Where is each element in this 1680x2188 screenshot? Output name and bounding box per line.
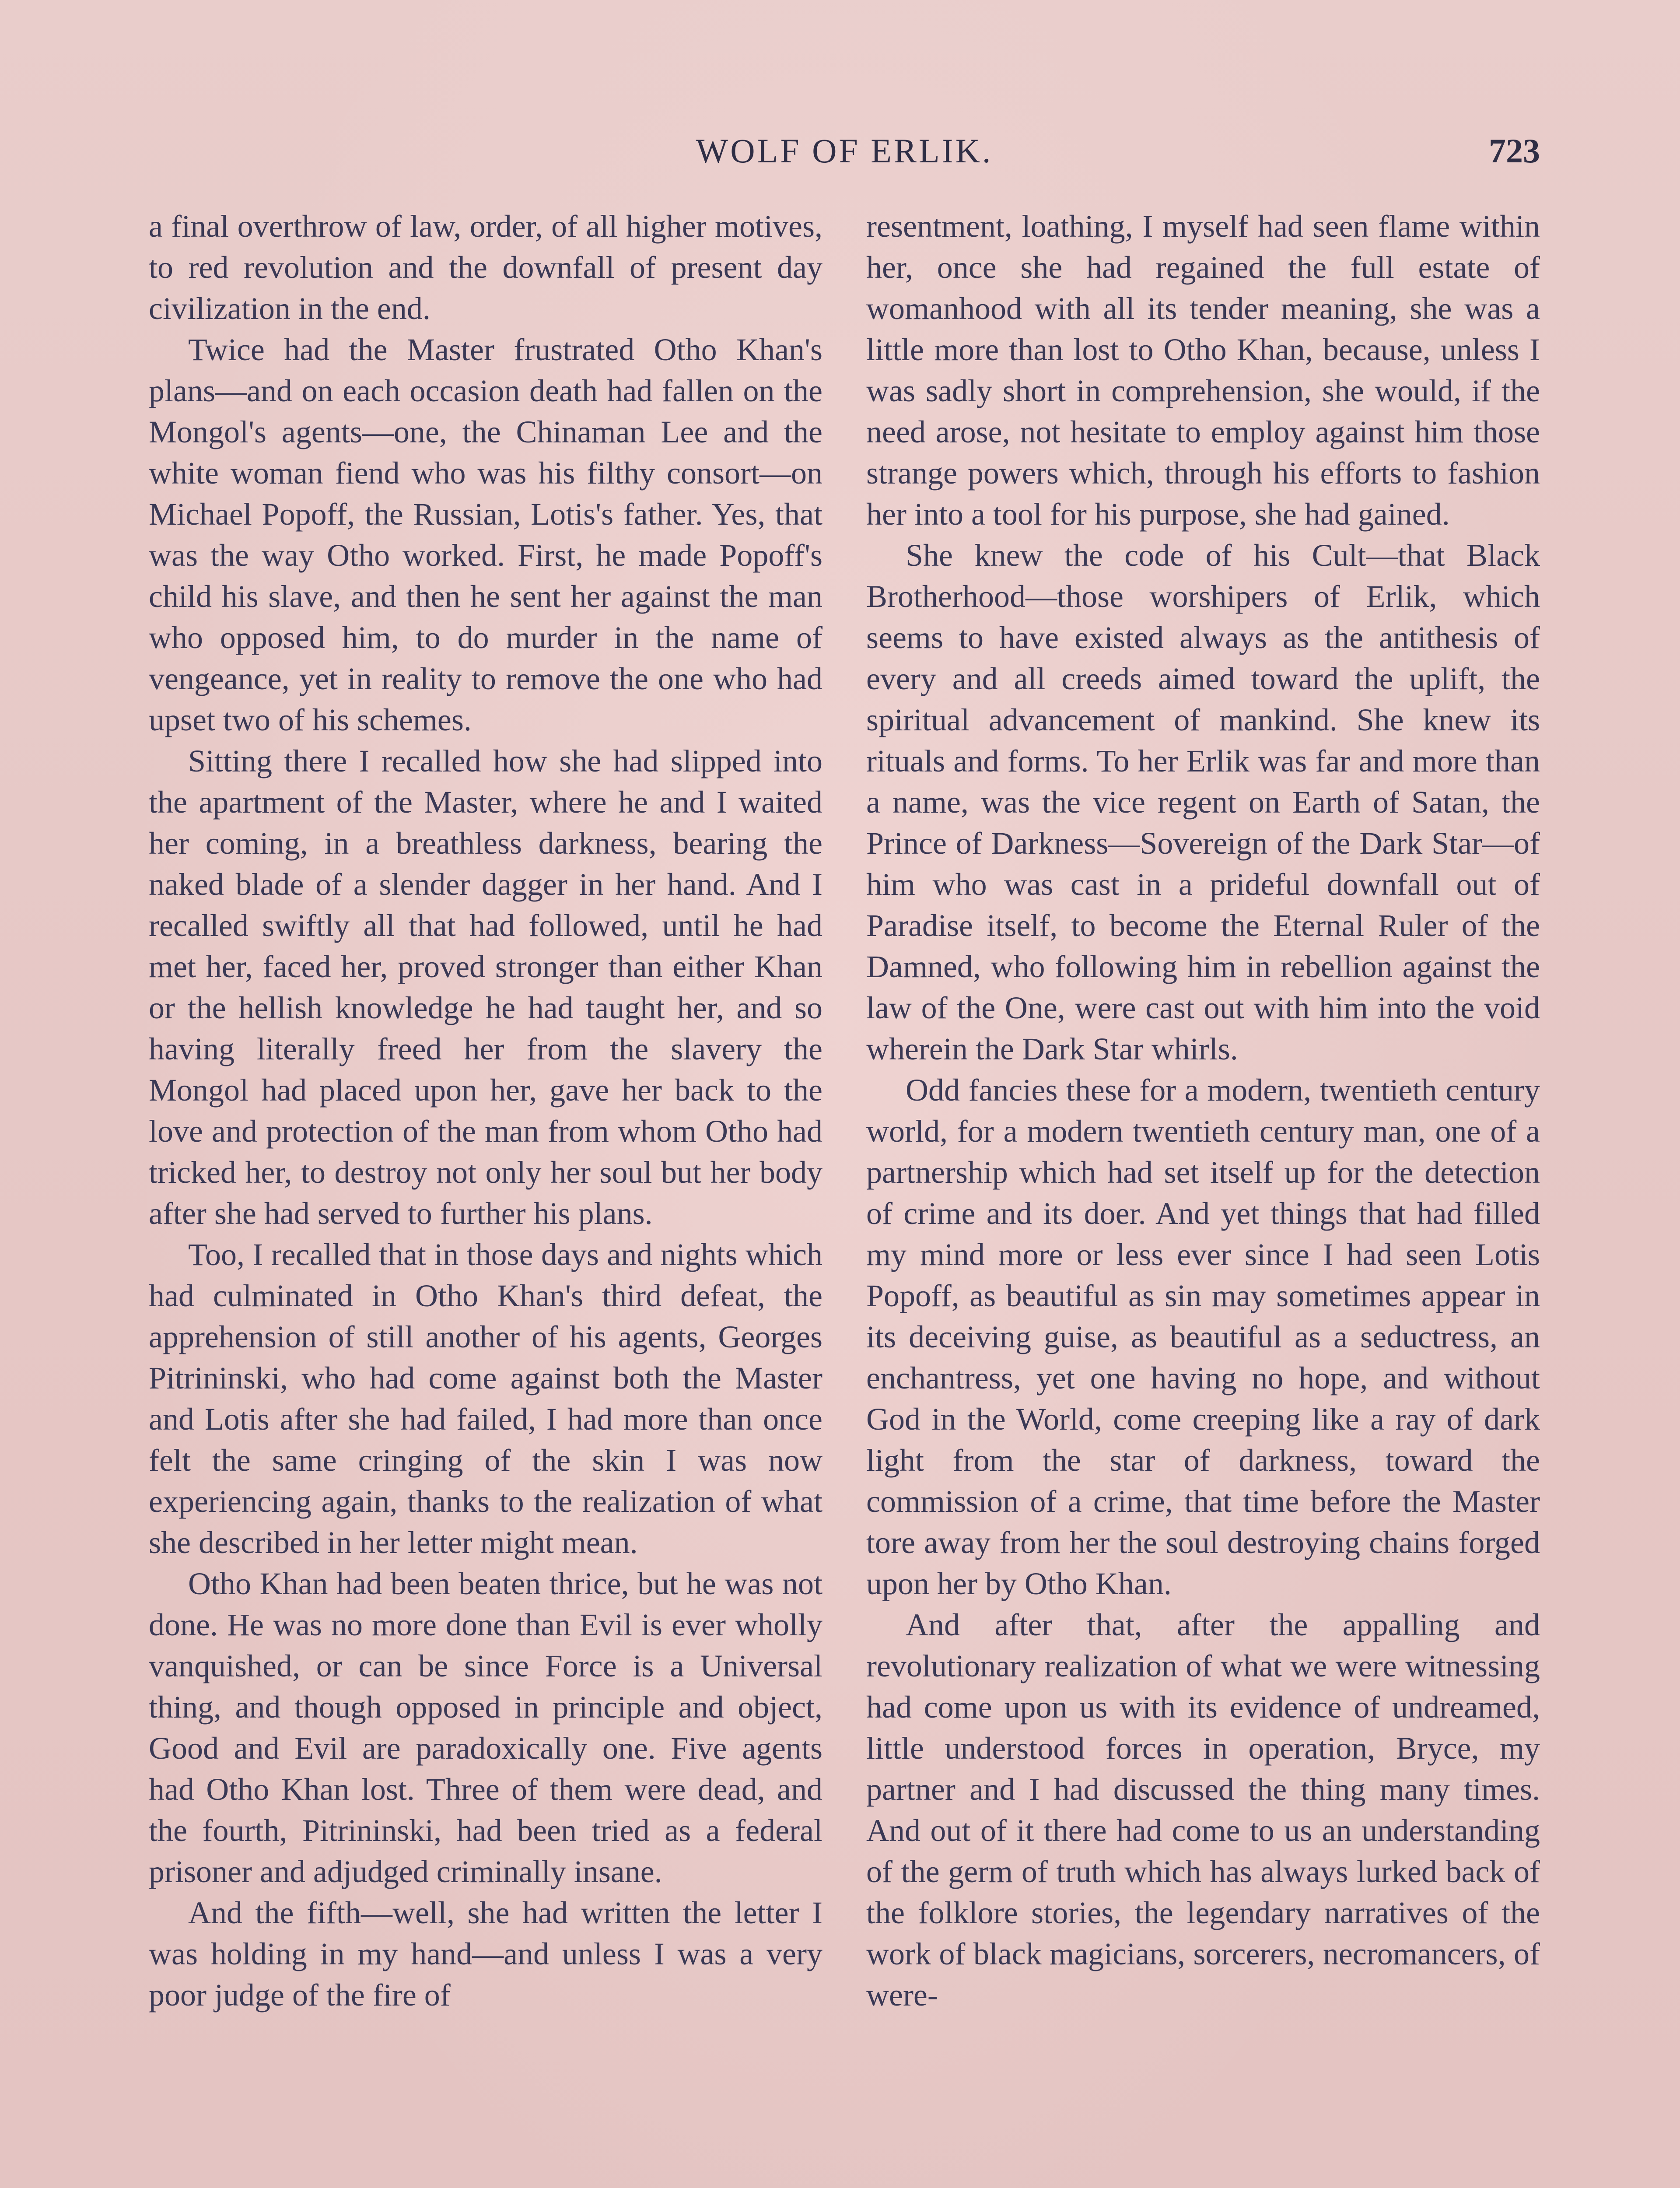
paragraph: resentment, loathing, I myself had seen flame within her, once she had regained the full estate of womanhood with all its tender meaning, she was a little more than lost to Otho Khan, because, unless I was sadly short in comprehension, she would, if the need arose, not hesitate to employ against him those strange powers which, through his efforts to fashion her into a tool for his purpose, she had gained. xyxy=(866,209,1540,532)
paragraph: She knew the code of his Cult—that Black Brotherhood—those worshipers of Erlik, which seems to have existed always as the antithesis of every and all creeds aimed toward the uplift, the spiritual advancement of mankind. She knew its rituals and forms. To her Erlik was far and more than a name, was the vice regent on Earth of Satan, the Prince of Darkness—Sovereign of the Dark Star—of him who was cast in a prideful downfall out of Paradise itself, to become the Eternal Ruler of the Damned, who following him in rebellion against the law of the One, were cast out with him into the void wherein the Dark Star whirls. xyxy=(866,538,1540,1066)
text-columns xyxy=(149,206,1540,2188)
paragraph: a final overthrow of law, order, of all higher motives, to red revolution and the downfall of present day civilization in the end. xyxy=(149,209,822,326)
paragraph: Otho Khan had been beaten thrice, but he was not done. He was no more done than Evil is ever wholly vanquished, or can be since Force is a Universal thing, and though opposed in principle and object, Good and Evil are paradoxically one. Five agents had Otho Khan lost. Three of them were dead, and the fourth, Pitrininski, had been tried as a federal prisoner and adjudged criminally insane. xyxy=(149,1566,822,1889)
left-column xyxy=(149,206,822,2188)
running-title: WOLF OF ERLIK. xyxy=(696,132,993,170)
paragraph: Twice had the Master frustrated Otho Khan's plans—and on each occasion death had fallen on the Mongol's agents—one, the Chinaman Lee and the white woman fiend who was his filthy consort—on Michael Popoff, the Russian, Lotis's father. Yes, that was the way Otho worked. First, he made Popoff's child his slave, and then he sent her against the man who opposed him, to do murder in the name of vengeance, yet in reality to remove the one who had upset two of his schemes. xyxy=(149,332,822,737)
paragraph: And the fifth—well, she had written the letter I was holding in my hand—and unless I was a very poor judge of the fire of xyxy=(149,1895,822,2013)
paragraph: Sitting there I recalled how she had slipped into the apartment of the Master, where he and I waited her coming, in a breathless darkness, bearing the naked blade of a slender dagger in her hand. And I recalled swiftly all that had followed, until he had met her, faced her, proved stronger than either Khan or the hellish knowledge he had taught her, and so having literally freed her from the slavery the Mongol had placed upon her, gave her back to the love and protection of the man from whom Otho had tricked her, to destroy not only her soul but her body after she had served to further his plans. xyxy=(149,743,822,1231)
page-number: 723 xyxy=(1489,132,1540,170)
paragraph: And after that, after the appalling and revolutionary realization of what we were witnessing had come upon us with its evidence of undreamed, little understood forces in operation, Bryce, my partner and I had discussed the thing many times. And out of it there had come to us an understanding of the germ of truth which has always lurked back of the folklore stories, the legendary narratives of the work of black magicians, sorcerers, necromancers, of were- xyxy=(866,1607,1540,2013)
paragraph: Too, I recalled that in those days and nights which had culminated in Otho Khan's third defeat, the apprehension of still another of his agents, Georges Pitrininski, who had come against both the Master and Lotis after she had failed, I had more than once felt the same cringing of the skin I was now experiencing again, thanks to the realization of what she described in her letter might mean. xyxy=(149,1237,822,1560)
page-header xyxy=(149,131,1540,184)
paragraph: Odd fancies these for a modern, twentieth century world, for a modern twentieth century man, one of a partnership which had set itself up for the detection of crime and its doer. And yet things that had filled my mind more or less ever since I had seen Lotis Popoff, as beautiful as sin may sometimes appear in its deceiving guise, as beautiful as a seductress, an enchantress, yet one having no hope, and without God in the World, come creeping like a ray of dark light from the star of darkness, toward the commission of a crime, that time before the Master tore away from her the soul destroying chains forged upon her by Otho Khan. xyxy=(866,1073,1540,1601)
right-column xyxy=(866,206,1540,2188)
